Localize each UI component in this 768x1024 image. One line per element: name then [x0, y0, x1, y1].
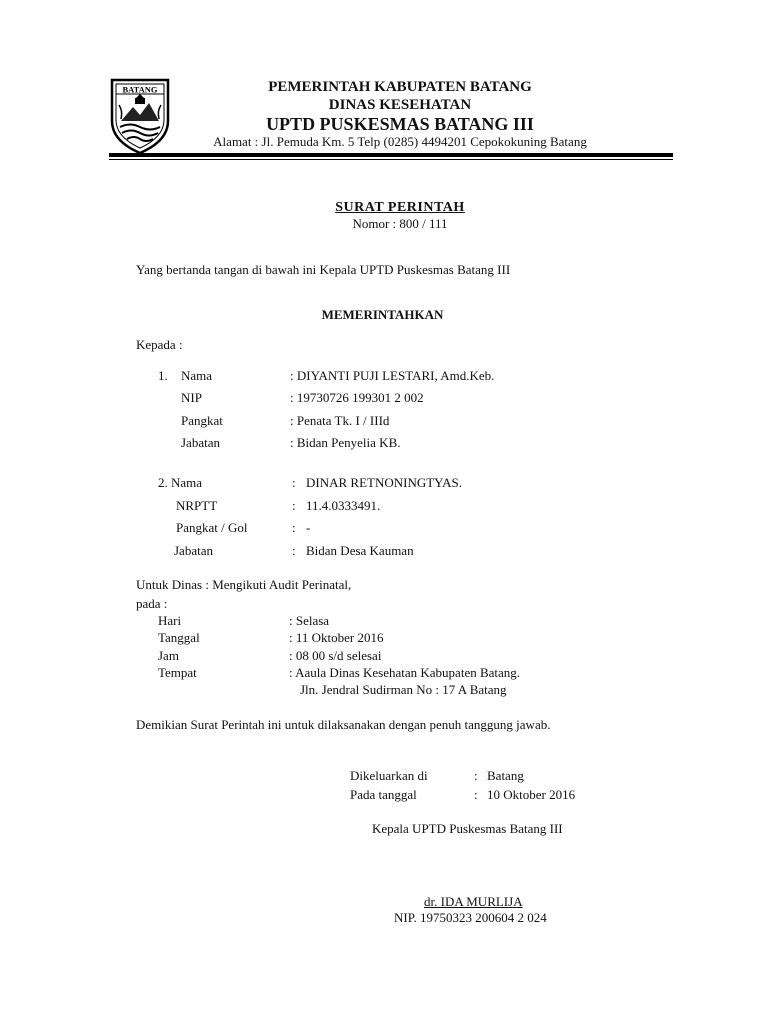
- person2-colon: :: [292, 520, 296, 535]
- person2-rank-label: Pangkat / Gol: [176, 520, 248, 535]
- signatory-position: Kepala UPTD Puskesmas Batang III: [372, 821, 563, 836]
- duty-place-address: Jln. Jendral Sudirman No : 17 A Batang: [300, 682, 507, 697]
- person2-colon: :: [292, 543, 296, 558]
- letter-title: SURAT PERINTAH: [335, 200, 465, 215]
- issued-date-label: Pada tanggal: [350, 787, 417, 802]
- logo-label: BATANG: [122, 84, 158, 95]
- closing-text: Demikian Surat Perintah ini untuk dilaksanakan dengan penuh tanggung jawab.: [136, 717, 551, 732]
- header-address: Alamat : Jl. Pemuda Km. 5 Telp (0285) 4494201 Cepokokuning Batang: [213, 134, 587, 149]
- duty-time-value: : 08 00 s/d selesai: [289, 648, 382, 663]
- issued-place-label: Dikeluarkan di: [350, 768, 428, 783]
- signatory-name: dr. IDA MURLIJA: [424, 894, 523, 909]
- issued-place-colon: :: [474, 768, 478, 783]
- header-government: PEMERINTAH KABUPATEN BATANG: [268, 79, 532, 95]
- issued-date-value: 10 Oktober 2016: [487, 787, 576, 802]
- batang-regency-emblem: [109, 77, 171, 155]
- duty-place-label: Tempat: [158, 665, 197, 680]
- header-institution: UPTD PUSKESMAS BATANG III: [266, 114, 534, 134]
- person2-position-value: Bidan Desa Kauman: [306, 543, 414, 558]
- person2-name-label: 2. Nama: [158, 475, 203, 490]
- person2-colon: :: [292, 498, 296, 513]
- person2-colon: :: [292, 475, 296, 490]
- header-rule-thick: [109, 153, 673, 157]
- person1-rank-value: : Penata Tk. I / IIId: [290, 413, 390, 428]
- duty-date-label: Tanggal: [158, 630, 200, 645]
- duty-day-value: : Selasa: [289, 613, 330, 628]
- letter-number: Nomor : 800 / 111: [352, 216, 448, 231]
- person1-name-label: Nama: [181, 368, 213, 383]
- person2-nrptt-value: 11.4.0333491.: [306, 498, 381, 513]
- duty-place-value: : Aaula Dinas Kesehatan Kabupaten Batang.: [289, 665, 521, 680]
- person2-rank-value: -: [306, 520, 311, 535]
- duty-day-label: Hari: [158, 613, 182, 628]
- duty-on-label: pada :: [136, 596, 168, 611]
- person2-position-label: Jabatan: [174, 543, 213, 558]
- intro-text: Yang bertanda tangan di bawah ini Kepala UPTD Puskesmas Batang III: [136, 262, 511, 277]
- person1-position-value: : Bidan Penyelia KB.: [290, 435, 401, 450]
- person1-number: 1.: [158, 368, 168, 383]
- duty-date-value: : 11 Oktober 2016: [289, 630, 384, 645]
- person1-nip-label: NIP: [181, 390, 202, 405]
- duty-time-label: Jam: [158, 648, 179, 663]
- person1-nip-value: : 19730726 199301 2 002: [290, 390, 424, 405]
- signatory-nip: NIP. 19750323 200604 2 024: [394, 910, 547, 925]
- person1-name-value: : DIYANTI PUJI LESTARI, Amd.Keb.: [290, 368, 495, 383]
- person1-rank-label: Pangkat: [181, 413, 223, 428]
- command-heading: MEMERINTAHKAN: [321, 307, 444, 322]
- person1-position-label: Jabatan: [181, 435, 220, 450]
- person2-nrptt-label: NRPTT: [176, 498, 218, 513]
- header-department: DINAS KESEHATAN: [328, 97, 472, 113]
- duty-purpose: Untuk Dinas : Mengikuti Audit Perinatal,: [136, 577, 352, 592]
- issued-place-value: Batang: [487, 768, 524, 783]
- header-rule-thin: [109, 159, 673, 160]
- recipient-label: Kepada :: [136, 337, 183, 352]
- person2-name-value: DINAR RETNONINGTYAS.: [306, 475, 462, 490]
- issued-date-colon: :: [474, 787, 478, 802]
